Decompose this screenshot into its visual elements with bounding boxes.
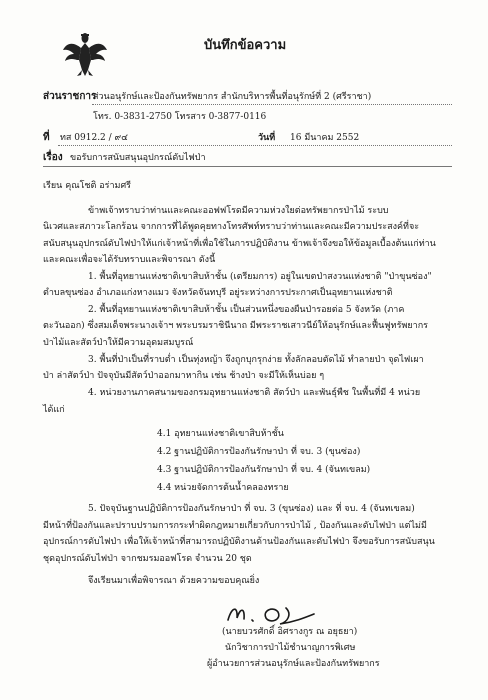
- item1-line: 1. พื้นที่อุทยานแห่งชาติเขาสิบห้าชั้น (เตรียมการ) อยู่ในเขตป่าสงวนแห่งชาติ "ป่าขุนซ่อง": [88, 272, 432, 282]
- item2-line: ป่าไม้และสัตว์ป่าให้มีความอุดมสมบูรณ์: [43, 338, 194, 348]
- subject-underline: [43, 166, 452, 167]
- garuda-emblem: [62, 30, 108, 80]
- intro-line: สนับสนุนอุปกรณ์ดับไฟป่าให้แก่เจ้าหน้าที่เพื่อใช้ในการปฏิบัติงาน ข้าพเจ้าจึงขอให้ข้อมูลเบื้องต้นแก่ท่าน: [43, 239, 436, 249]
- agency-underline: [92, 104, 452, 105]
- intro-line: ข้าพเจ้าทราบว่าท่านและคณะออฟฟโรดมีความห่วงใยต่อทรัพยากรป่าไม้ ระบบ: [88, 206, 389, 216]
- item5-line: 5. ปัจจุบันฐานปฏิบัติการป้องกันรักษาป่า ที่ จบ. 3 (ขุนซ่อง) และ ที่ จบ. 4 (จันทเขลม): [88, 504, 415, 514]
- closing-text: จึงเรียนมาเพื่อพิจารณา ด้วยความขอบคุณยิ่ง: [88, 576, 260, 586]
- phone-fax: โทร. 0-3831-2750 โทรสาร 0-3877-0116: [93, 112, 267, 122]
- signature-scribble: [222, 598, 322, 628]
- agency-label: ส่วนราชการ: [43, 91, 97, 102]
- item2-line: 2. พื้นที่อุทยานแห่งชาติเขาสิบห้าชั้น เป็นส่วนหนึ่งของผืนป่ารอยต่อ 5 จังหวัด (ภาค: [88, 305, 405, 315]
- unit-item: 4.3 ฐานปฏิบัติการป้องกันรักษาป่า ที่ จบ. 4 (จันทเขลม): [157, 465, 371, 475]
- unit-item: 4.4 หน่วยจัดการต้นน้ำคลองทราย: [157, 483, 289, 493]
- memo-date: 16 มีนาคม 2552: [290, 133, 360, 143]
- agency-value: ส่วนอนุรักษ์และป้องกันทรัพยากร สำนักบริหารพื้นที่อนุรักษ์ที่ 2 (ศรีราชา): [93, 92, 372, 102]
- unit-item: 4.1 อุทยานแห่งชาติเขาสิบห้าชั้น: [157, 429, 284, 439]
- item1-line: ตำบลขุนซ่อง อำเภอแก่งหางแมว จังหวัดจันทบุรี อยู่ระหว่างการประกาศเป็นอุทยานแห่งชาติ: [43, 288, 393, 298]
- item2-line: ตะวันออก) ซึ่งสมเด็จพระนางเจ้าฯ พระบรมราชินีนาถ มีพระราชเสาวนีย์ให้อนุรักษ์และฟื้นฟูทรัพยากร: [43, 321, 428, 331]
- item5-line: มีหน้าที่ป้องกันและปราบปรามการกระทำผิดกฎหมายเกี่ยวกับการป่าไม้ , ป้องกันและดับไฟป่า แต่ไม่มี: [43, 521, 427, 531]
- item4-line: ได้แก่: [43, 405, 65, 415]
- ref-underline: [58, 145, 452, 146]
- item4-line: 4. หน่วยงานภาคสนามของกรมอุทยานแห่งชาติ สัตว์ป่า และพันธุ์พืช ในพื้นที่มี 4 หน่วย: [88, 388, 421, 398]
- item3-line: 3. พื้นที่ป่าเป็นที่ราบต่ำ เป็นทุ่งหญ้า จึงถูกบุกรุกง่าย ทั้งลักลอบตัดไม้ ทำลายป่า จุดไฟเผา: [88, 355, 424, 365]
- ref-number: ทส 0912.2 / ๙๔: [60, 133, 128, 143]
- ref-label: ที่: [43, 132, 50, 143]
- unit-item: 4.2 ฐานปฏิบัติการป้องกันรักษาป่า ที่ จบ. 3 (ขุนซ่อง): [157, 447, 361, 457]
- salutation: เรียน คุณโชติ อร่ามศรี: [43, 181, 131, 191]
- date-label: วันที่: [258, 133, 276, 143]
- signer-position: ผู้อำนวยการส่วนอนุรักษ์และป้องกันทรัพยากร: [207, 659, 380, 669]
- subject-label: เรื่อง: [43, 152, 63, 163]
- subject-value: ขอรับการสนับสนุนอุปกรณ์ดับไฟป่า: [70, 153, 206, 163]
- item5-line: ชุดอุปกรณ์ดับไฟป่า จากชมรมออฟโรด จำนวน 20 ชุด: [43, 554, 252, 564]
- signer-name: (นายบวรศักดิ์ อิศรางกูร ณ อยุธยา): [222, 627, 358, 637]
- intro-line: และคณะเพื่อจะได้รับทราบและพิจารณา ดังนี้: [43, 255, 216, 265]
- memo-title: บันทึกข้อความ: [204, 38, 287, 53]
- item3-line: ป่า ล่าสัตว์ป่า ปัจจุบันมีสัตว์ป่าออกมาหากิน เช่น ช้างป่า จะมีให้เห็นบ่อย ๆ: [43, 371, 325, 381]
- item5-line: อุปกรณ์การดับไฟป่า เพื่อให้เจ้าหน้าที่สามารถปฏิบัติงานด้านป้องกันและดับไฟป่า จึงขอรับการสนับสนุน: [43, 537, 435, 547]
- signer-position: นักวิชาการป่าไม้ชำนาญการพิเศษ: [225, 643, 356, 653]
- intro-line: นิเวศและสภาวะโลกร้อน จากการที่ได้พูดคุยทางโทรศัพท์ทราบว่าท่านและคณะมีความประสงค์ที่จะ: [43, 222, 420, 232]
